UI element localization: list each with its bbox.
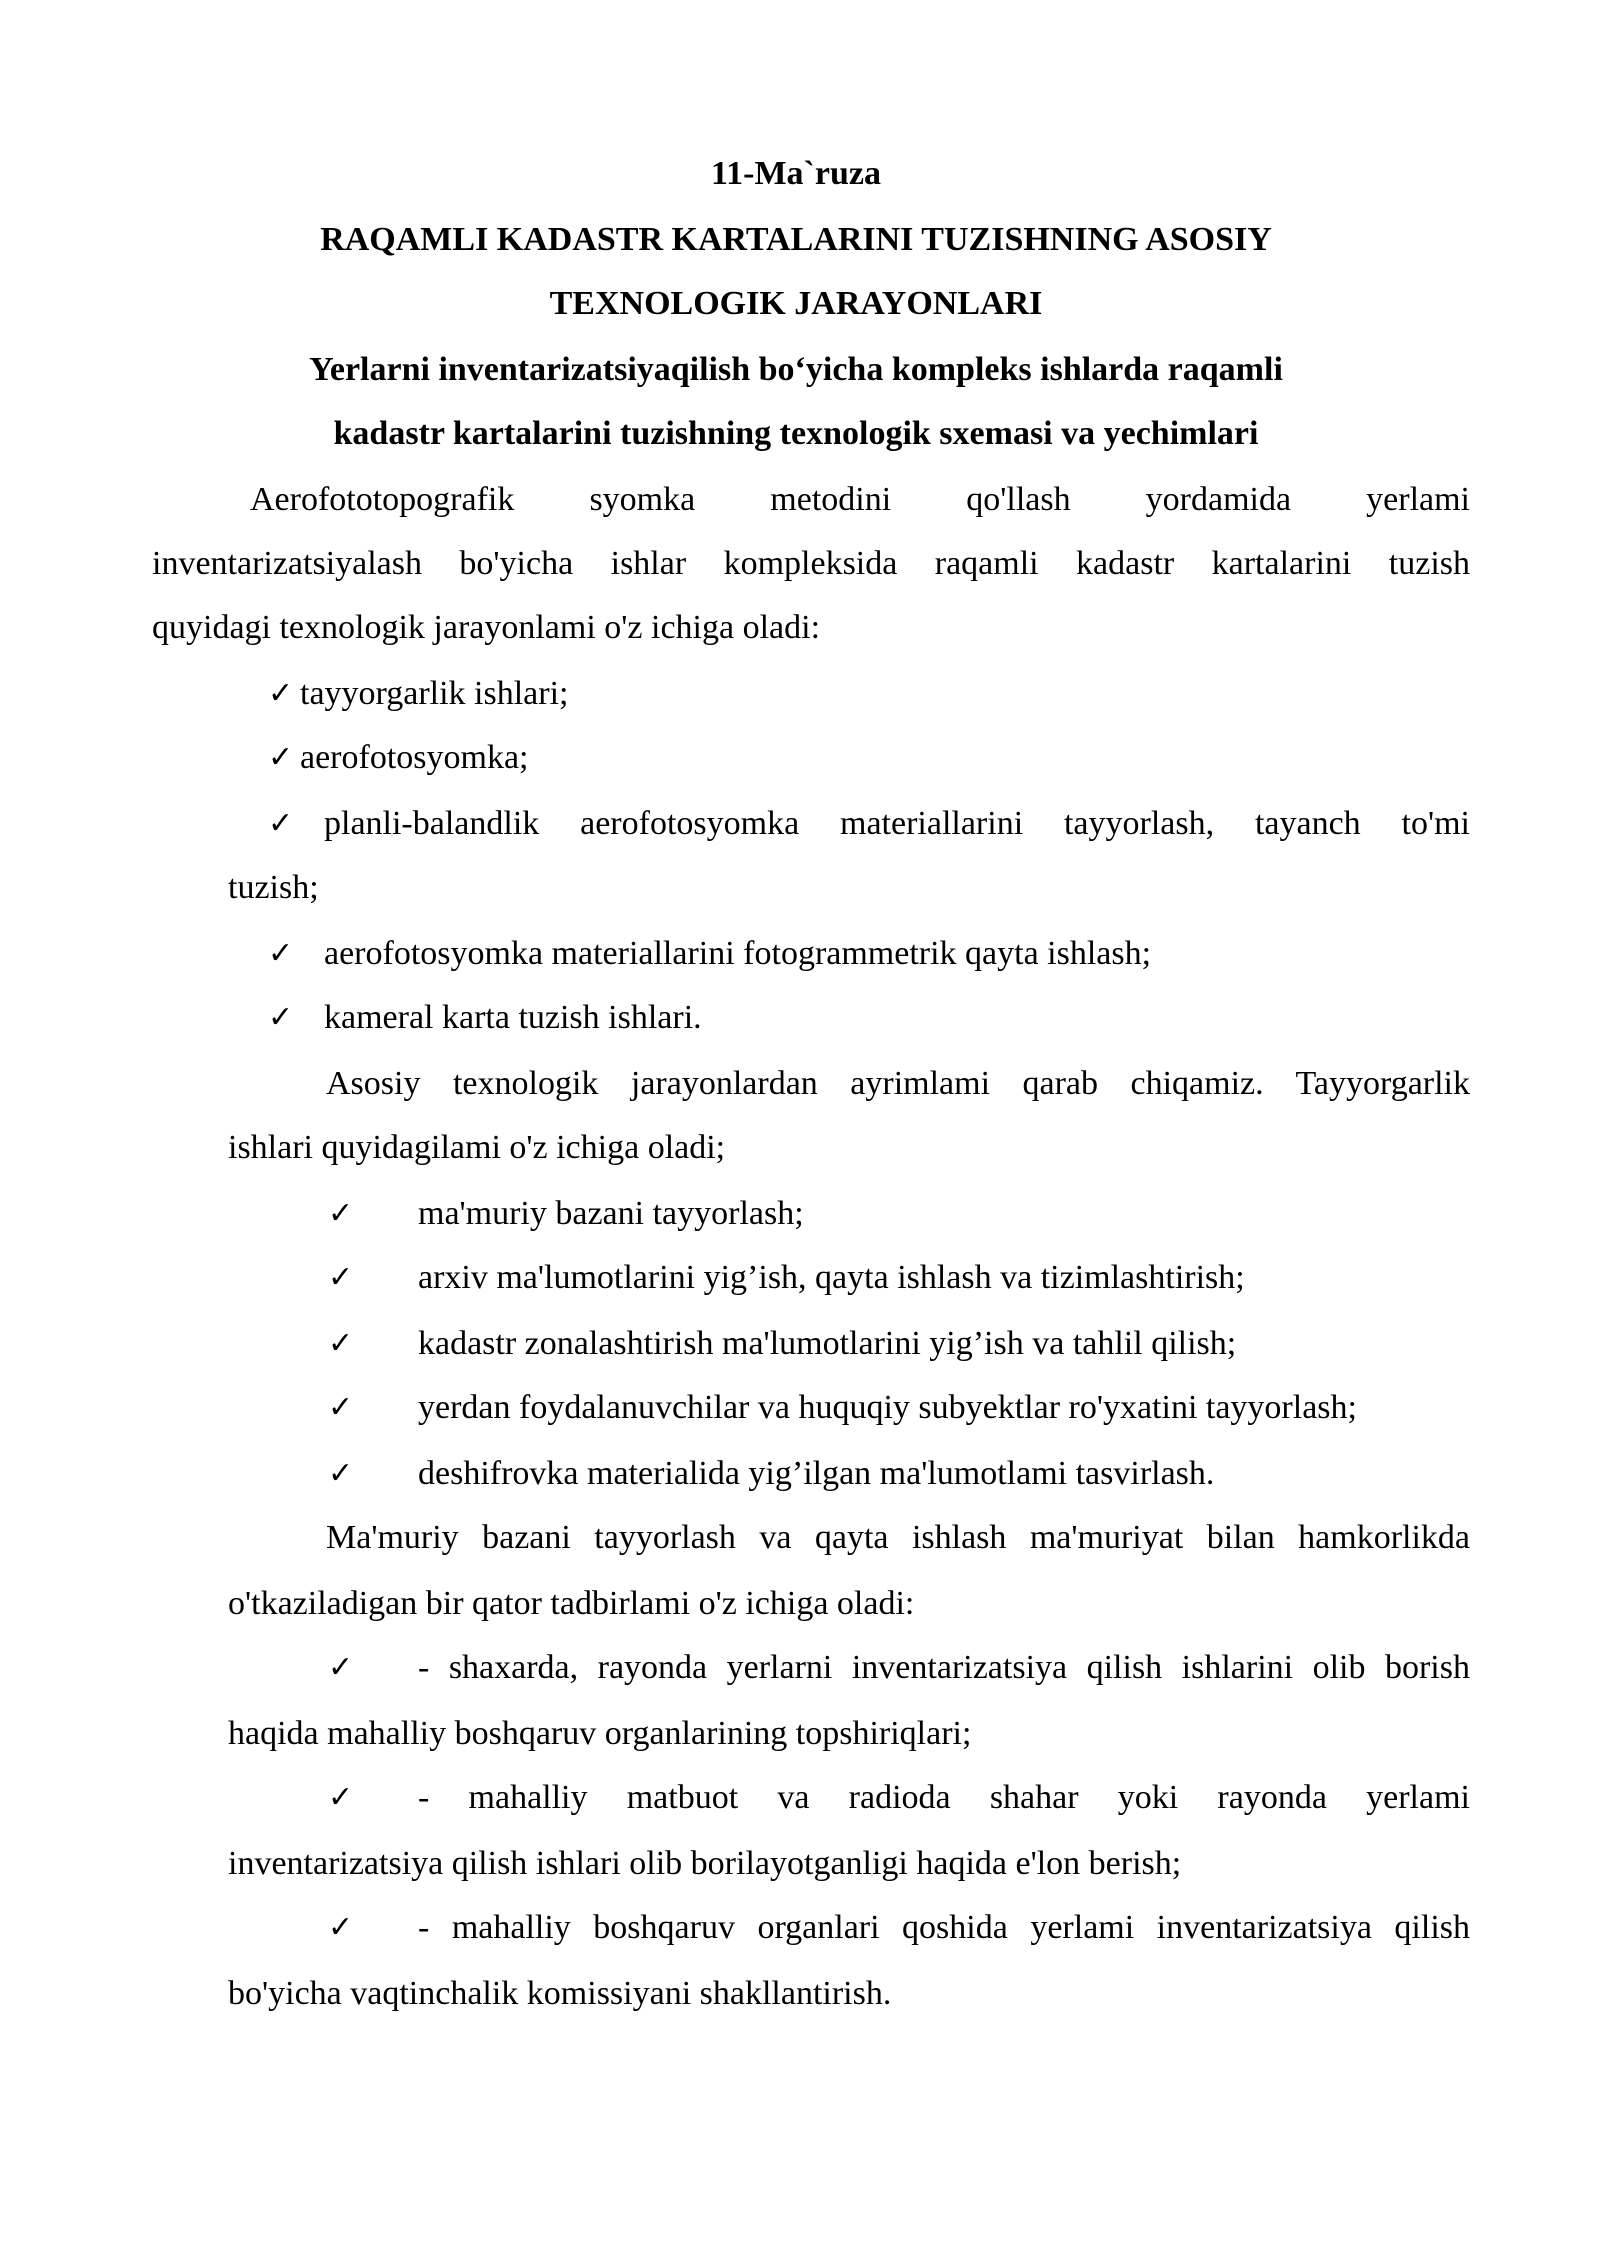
list1-item-1: tayyorgarlik ishlari; [300, 675, 569, 712]
list1-item-2: aerofotosyomka; [300, 739, 529, 776]
list2-item-4: yerdan foydalanuvchilar va huquqiy subyektlar ro'yxatini tayyorlash; [418, 1389, 1357, 1426]
title-line-2: TEXNOLOGIK JARAYONLARI [549, 285, 1043, 322]
list1-item-3-continued: tuzish; [228, 869, 319, 906]
list3-item-1-line-1: - shaxarda, rayonda yerlarni inventarizatsiya qilish ishlarini olib borish [418, 1649, 1470, 1686]
check-icon: ✓ [328, 1780, 354, 1815]
check-icon: ✓ [268, 936, 294, 971]
lecture-number: 11-Ma`ruza [711, 155, 881, 192]
check-icon: ✓ [328, 1326, 354, 1361]
check-icon: ✓ [268, 740, 294, 775]
para3-line-2: o'tkaziladigan bir qator tadbirlami o'z ichiga oladi: [228, 1585, 915, 1622]
list1-item-4: aerofotosyomka materiallarini fotogrammetrik qayta ishlash; [324, 935, 1152, 972]
list2-item-5: deshifrovka materialida yig’ilgan ma'lumotlami tasvirlash. [418, 1455, 1215, 1492]
check-icon: ✓ [268, 676, 294, 711]
check-icon: ✓ [268, 806, 294, 841]
intro-line-2: inventarizatsiyalash bo'yicha ishlar kompleksida raqamli kadastr kartalarini tuzish [152, 545, 1470, 582]
list2-item-1: ma'muriy bazani tayyorlash; [418, 1195, 804, 1232]
list3-item-1-line-2: haqida mahalliy boshqaruv organlarining topshiriqlari; [228, 1715, 972, 1752]
check-icon: ✓ [328, 1650, 354, 1685]
list3-item-3-line-2: bo'yicha vaqtinchalik komissiyani shakllantirish. [228, 1975, 892, 2012]
intro-line-1: Aerofototopografik syomka metodini qo'llash yordamida yerlami [250, 481, 1470, 518]
check-icon: ✓ [328, 1910, 354, 1945]
para3-line-1: Ma'muriy bazani tayyorlash va qayta ishlash ma'muriyat bilan hamkorlikda [326, 1519, 1470, 1556]
list3-item-2-line-2: inventarizatsiya qilish ishlari olib borilayotganligi haqida e'lon berish; [228, 1845, 1182, 1882]
check-icon: ✓ [328, 1456, 354, 1491]
check-icon: ✓ [268, 1000, 294, 1035]
list2-item-3: kadastr zonalashtirish ma'lumotlarini yig’ish va tahlil qilish; [418, 1325, 1237, 1362]
subtitle-line-2: kadastr kartalarini tuzishning texnologik sxemasi va yechimlari [333, 415, 1259, 452]
list1-item-5: kameral karta tuzish ishlari. [324, 999, 702, 1036]
list3-item-3-line-1: - mahalliy boshqaruv organlari qoshida yerlami inventarizatsiya qilish [418, 1909, 1470, 1946]
list2-item-2: arxiv ma'lumotlarini yig’ish, qayta ishlash va tizimlashtirish; [418, 1259, 1245, 1296]
para2-line-2: ishlari quyidagilami o'z ichiga oladi; [228, 1129, 726, 1166]
list1-item-3: planli-balandlik aerofotosyomka materiallarini tayyorlash, tayanch to'mi [324, 805, 1470, 842]
check-icon: ✓ [328, 1390, 354, 1425]
list3-item-2-line-1: - mahalliy matbuot va radioda shahar yoki rayonda yerlami [418, 1779, 1470, 1816]
para2-line-1: Asosiy texnologik jarayonlardan ayrimlami qarab chiqamiz. Tayyorgarlik [326, 1065, 1470, 1102]
intro-line-3: quyidagi texnologik jarayonlami o'z ichiga oladi: [152, 609, 821, 646]
check-icon: ✓ [328, 1196, 354, 1231]
title-line-1: RAQAMLI KADASTR KARTALARINI TUZISHNING ASOSIY [320, 221, 1272, 258]
subtitle-line-1: Yerlarni inventarizatsiyaqilish bo‘yicha kompleks ishlarda raqamli [309, 351, 1283, 388]
check-icon: ✓ [328, 1260, 354, 1295]
